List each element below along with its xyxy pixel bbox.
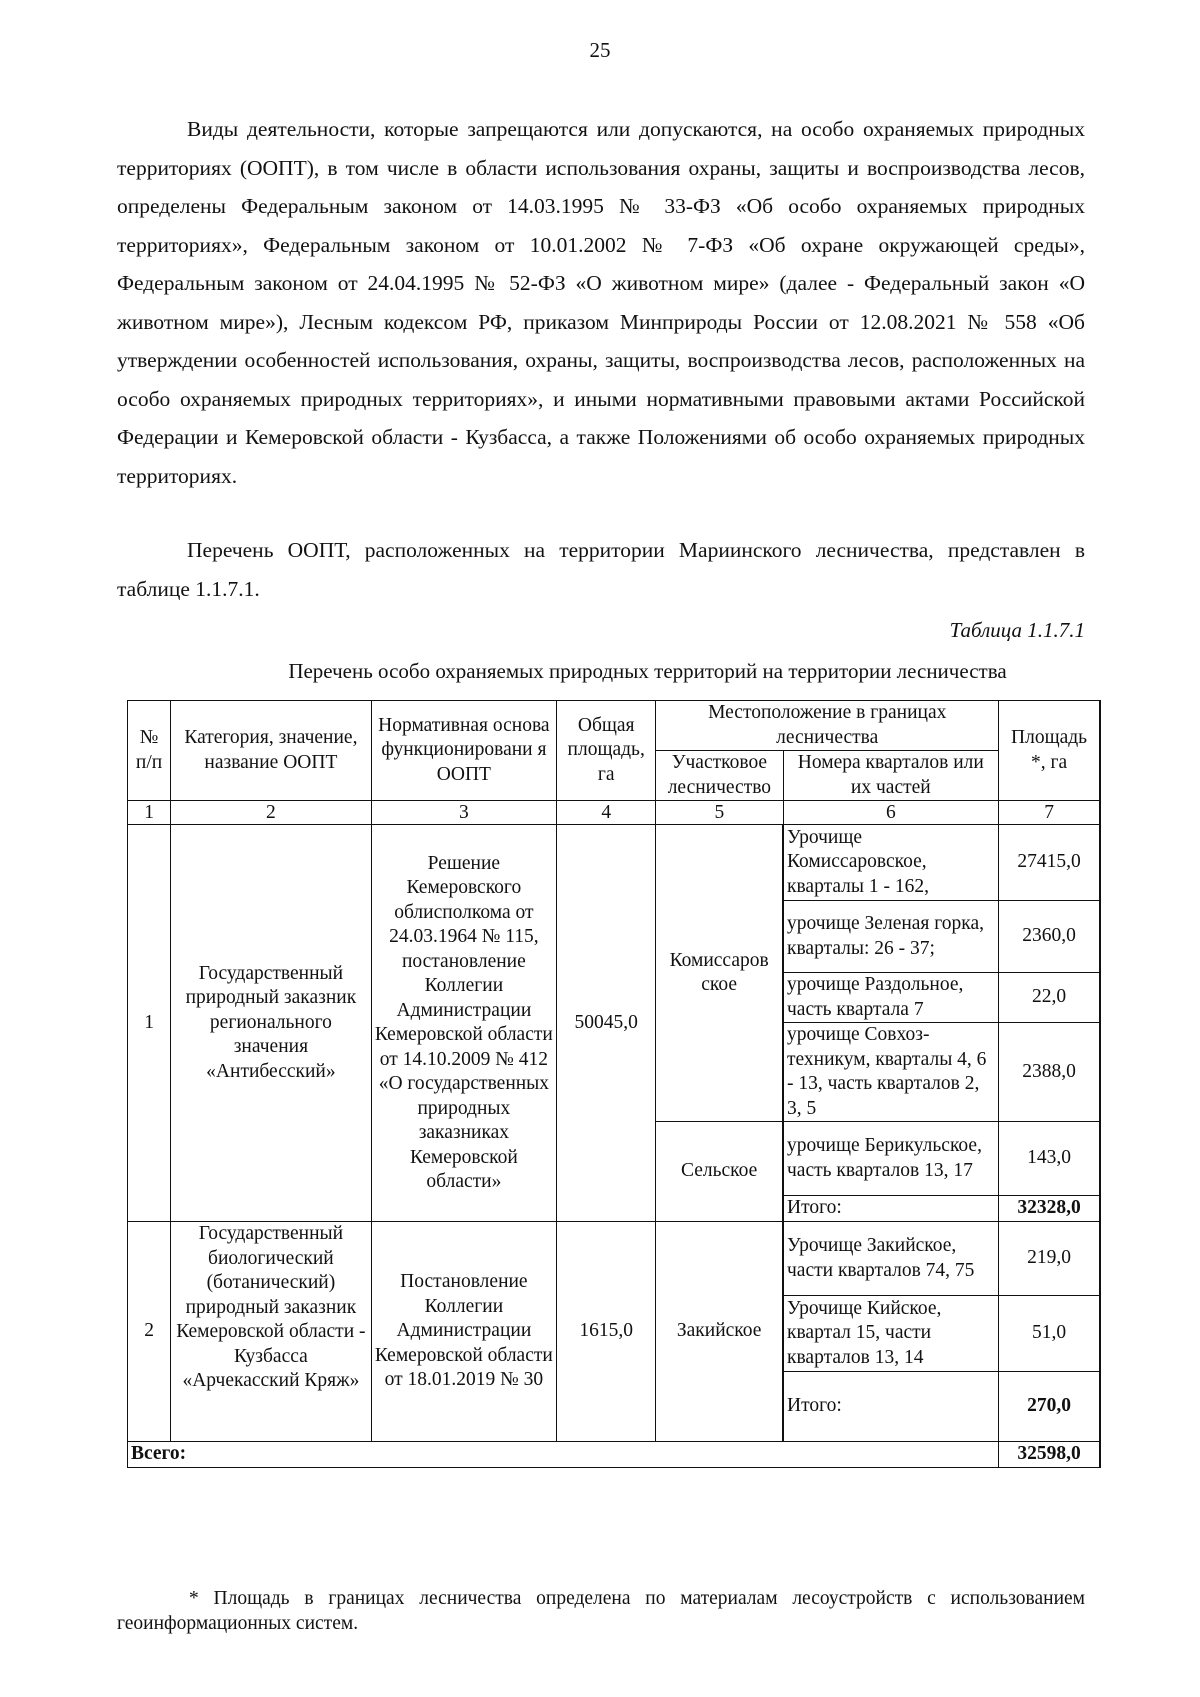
row-num: 1 xyxy=(128,825,171,1222)
row-location: Урочище Комиссаровское, кварталы 1 - 162, xyxy=(783,825,999,901)
row-area: 22,0 xyxy=(999,973,1100,1023)
header-num: № п/п xyxy=(128,701,171,801)
paragraph-text: Виды деятельности, которые запрещаются или допускаются, на особо охраняемых природных территориях (ООПТ), в том числе в области использования охраны, защиты и воспроизводства лесов, определены Федеральным законом от 14.03.1995 № 33-ФЗ «Об особо охраняемых природных территориях», Федеральным законом от 10.01.2002 № 7-ФЗ «Об охране окружающей среды», Федеральным законом от 24.04.1995 № 52-ФЗ «О животном мире» (далее - Федеральный закон «О животном мире»), Лесным кодексом РФ, приказом Минприроды России от 12.08.2021 № 558 «Об утверждении особенностей использования, охраны, защиты, воспроизводства лесов, расположенных на особо охраняемых природных территориях», и иными нормативными правовыми актами Российской Федерации и Кемеровской области - Кузбасса, а также Положениями об особо охраняемых природных территориях. xyxy=(117,117,1085,488)
header-location: Местоположение в границах лесничества xyxy=(656,701,999,751)
column-number: 6 xyxy=(783,801,999,825)
header-quarters: Номера кварталов или их частей xyxy=(783,751,999,801)
row-area: 2388,0 xyxy=(999,1023,1100,1122)
row-area: 51,0 xyxy=(999,1296,1100,1372)
table-caption: Перечень особо охраняемых природных территорий на территории лесничества xyxy=(288,659,1007,683)
row-basis: Решение Кемеровского облисполкома от 24.03.1964 № 115, постановление Коллегии Администрации Кемеровской области от 14.10.2009 № 412 «О государственных природных заказниках Кемеровской области» xyxy=(371,825,556,1222)
header-category: Категория, значение, название ООПТ xyxy=(171,701,372,801)
row-location: урочище Зеленая горка, кварталы: 26 - 37; xyxy=(783,901,999,973)
row-total-label: Итого: xyxy=(783,1372,999,1442)
table-row xyxy=(128,1222,1101,1296)
table-row xyxy=(128,825,1101,901)
row-total-label: Итого: xyxy=(783,1196,999,1222)
row-district: Закийское xyxy=(656,1222,783,1442)
column-number: 2 xyxy=(171,801,372,825)
footnote xyxy=(117,1586,1085,1636)
row-location: Урочище Закийское, части кварталов 74, 75 xyxy=(783,1222,999,1296)
row-category: Государственный природный заказник регионального значения «Антибесский» xyxy=(171,825,372,1222)
row-area: 2360,0 xyxy=(999,901,1100,973)
header-area: Площадь *, га xyxy=(999,701,1100,801)
row-area: 143,0 xyxy=(999,1122,1100,1196)
row-district: Комиссаров ское xyxy=(656,825,783,1122)
header-district: Участковое лесничество xyxy=(656,751,783,801)
column-number: 3 xyxy=(371,801,556,825)
oopt-table xyxy=(127,700,1101,1468)
column-number-row xyxy=(128,801,1101,825)
table-label: Таблица 1.1.7.1 xyxy=(949,618,1085,642)
row-location: урочище Совхоз-техникум, кварталы 4, 6 - 13, часть кварталов 2, 3, 5 xyxy=(783,1023,999,1122)
column-number: 1 xyxy=(128,801,171,825)
row-total-value: 270,0 xyxy=(999,1372,1100,1442)
footnote-text: * Площадь в границах лесничества определена по материалам лесоустройств с использованием геоинформационных систем. xyxy=(117,1588,1085,1634)
column-number: 4 xyxy=(557,801,656,825)
header-row xyxy=(128,701,1101,751)
row-area: 219,0 xyxy=(999,1222,1100,1296)
header-total-area: Общая площадь, га xyxy=(557,701,656,801)
row-total-area: 1615,0 xyxy=(557,1222,656,1442)
row-num: 2 xyxy=(128,1222,171,1442)
page-number: 25 xyxy=(589,38,611,62)
column-number: 7 xyxy=(999,801,1100,825)
body-paragraph-1 xyxy=(117,110,1085,495)
row-category: Государственный биологический (ботанический) природный заказник Кемеровской области - Кузбасса «Арчекасский Кряж» xyxy=(171,1222,372,1442)
row-location: урочище Раздольное, часть квартала 7 xyxy=(783,973,999,1023)
grand-total-label: Всего: xyxy=(128,1442,999,1468)
body-paragraph-2 xyxy=(117,531,1085,608)
row-total-value: 32328,0 xyxy=(999,1196,1100,1222)
row-district: Сельское xyxy=(656,1122,783,1222)
header-basis: Нормативная основа функционировани я ООПТ xyxy=(371,701,556,801)
paragraph-text: Перечень ООПТ, расположенных на территории Мариинского лесничества, представлен в таблице 1.1.7.1. xyxy=(117,538,1085,601)
grand-total-row xyxy=(128,1442,1101,1468)
grand-total-value: 32598,0 xyxy=(999,1442,1100,1468)
row-basis: Постановление Коллегии Администрации Кемеровской области от 18.01.2019 № 30 xyxy=(371,1222,556,1442)
row-location: Урочище Кийское, квартал 15, части кварталов 13, 14 xyxy=(783,1296,999,1372)
row-area: 27415,0 xyxy=(999,825,1100,901)
row-total-area: 50045,0 xyxy=(557,825,656,1222)
row-location: урочище Берикульское, часть кварталов 13, 17 xyxy=(783,1122,999,1196)
column-number: 5 xyxy=(656,801,783,825)
